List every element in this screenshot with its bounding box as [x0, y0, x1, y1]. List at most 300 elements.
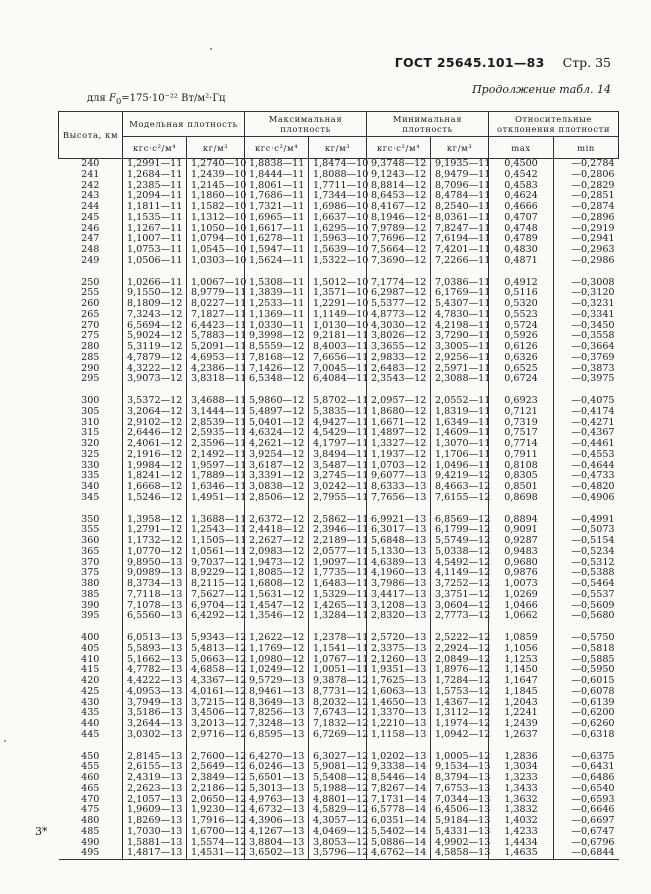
spacer-cell [489, 267, 554, 278]
value-cell: 1,6349—11 [431, 418, 489, 429]
value-cell: 2,9716—12 [187, 730, 245, 741]
value-cell: 2,5720—13 [367, 633, 431, 644]
value-cell: 1,5308—11 [245, 278, 309, 289]
value-cell: 3,1444—11 [187, 407, 245, 418]
height-cell: 280 [59, 342, 123, 353]
height-header: Высота, км [59, 112, 123, 159]
value-cell: 2,1057—13 [123, 795, 187, 806]
value-cell: 0,8108 [489, 461, 554, 472]
height-cell: 485 [59, 827, 123, 838]
value-cell: 1,2439 [489, 719, 554, 730]
value-cell: 7,6753—13 [431, 784, 489, 795]
value-cell: 3,8318—11 [187, 374, 245, 385]
height-cell: 315 [59, 428, 123, 439]
value-cell: —0,6431 [571, 761, 615, 773]
value-cell: 1,0051—11 [309, 665, 367, 676]
spacer-cell [59, 741, 123, 752]
value-cell: 1,6617—11 [245, 224, 309, 235]
value-cell: 8,7731—12 [309, 687, 367, 698]
value-cell: 9,1550—12 [123, 288, 187, 299]
value-cell: 1,0466 [489, 601, 554, 612]
value-cell: 2,3375—13 [367, 644, 431, 655]
value-cell: 6,4292—12 [187, 611, 245, 622]
value-cell: 1,1312—10 [187, 213, 245, 224]
value-cell: 0,8894 [489, 515, 554, 526]
relative-deviation-header: Относительные отклонения плотности [489, 112, 619, 137]
height-cell: 375 [59, 568, 123, 579]
value-cell: 8,9461—13 [245, 687, 309, 698]
height-cell: 355 [59, 525, 123, 536]
value-cell: 1,2543—11 [187, 525, 245, 536]
value-cell: 1,3958—12 [123, 515, 187, 526]
value-cell: 1,7735—11 [309, 568, 367, 579]
value-cell: 1,8444—11 [245, 170, 309, 181]
value-cell: 0,4871 [489, 256, 554, 267]
value-cell: 7,1832—12 [309, 719, 367, 730]
value-cell: 1,4547—12 [245, 601, 309, 612]
height-cell: 255 [59, 288, 123, 299]
height-cell: 400 [59, 633, 123, 644]
value-cell: —0,2941 [571, 233, 615, 245]
value-cell: 5,4331—13 [431, 827, 489, 838]
height-cell: 320 [59, 439, 123, 450]
value-cell: 4,5858—13 [431, 848, 489, 859]
value-cell: 0,7121 [489, 407, 554, 418]
value-cell: 3,8804—13 [245, 838, 309, 849]
value-cell: 1,3839—11 [245, 288, 309, 299]
height-cell: 325 [59, 450, 123, 461]
value-cell: 5,3013—13 [245, 784, 309, 795]
value-cell: 8,5559—12 [245, 342, 309, 353]
value-cell: 1,0496—11 [431, 461, 489, 472]
height-cell: 250 [59, 278, 123, 289]
value-cell: 5,5749—12 [431, 536, 489, 547]
value-cell: 4,1149—12 [431, 568, 489, 579]
spacer-cell [187, 741, 245, 752]
value-cell: 0,4666 [489, 202, 554, 213]
value-cell: 4,6858—12 [187, 665, 245, 676]
value-cell: 5,4897—12 [245, 407, 309, 418]
value-cell: 1,7711—10 [309, 181, 367, 192]
value-cell: —0,2896 [571, 211, 615, 223]
height-cell: 430 [59, 698, 123, 709]
value-cell: 1,4434 [489, 838, 554, 849]
value-cell: 1,6063—13 [367, 687, 431, 698]
value-cell: 0,5724 [489, 321, 554, 332]
value-cell: 2,4319—13 [123, 773, 187, 784]
value-cell: 1,0942—12 [431, 730, 489, 741]
value-cell: 3,5186—13 [123, 708, 187, 719]
value-cell: 8,6333—13 [367, 482, 431, 493]
table-row [59, 374, 619, 385]
value-cell: 1,6278—11 [245, 234, 309, 245]
value-cell: 9,7037—12 [187, 558, 245, 569]
value-cell: 1,0980—12 [245, 655, 309, 666]
value-cell: 1,0770—12 [123, 547, 187, 558]
value-cell: 1,3546—12 [245, 611, 309, 622]
value-cell: 1,0561—11 [187, 547, 245, 558]
value-cell: 1,1056 [489, 644, 554, 655]
value-cell: —0,3008 [571, 276, 615, 288]
value-cell: 1,5322—10 [309, 256, 367, 267]
value-cell: 1,6346—11 [187, 482, 245, 493]
height-cell: 260 [59, 299, 123, 310]
value-cell: —0,6697 [571, 815, 615, 826]
height-cell: 249 [59, 256, 123, 267]
value-cell: —0,3558 [571, 330, 615, 342]
spacer-cell [431, 504, 489, 515]
value-cell: 1,0073 [489, 579, 554, 590]
condition-prefix: для [87, 93, 109, 104]
value-cell: 1,4265—11 [309, 601, 367, 612]
value-cell: —0,4075 [571, 395, 615, 406]
value-cell: 3,9254—12 [245, 450, 309, 461]
value-cell: 1,1541—11 [309, 644, 367, 655]
value-cell: 7,4201—11 [431, 245, 489, 256]
value-cell: 2,8539—11 [187, 418, 245, 429]
height-cell: 420 [59, 676, 123, 687]
height-cell: 470 [59, 795, 123, 806]
condition-value: =175·10⁻²² Вт/м²·Гц [121, 93, 226, 104]
height-cell: 265 [59, 310, 123, 321]
value-cell: 1,2241 [489, 708, 554, 719]
value-cell: 1,7889—11 [187, 471, 245, 482]
value-cell: 2,9833—12 [367, 353, 431, 364]
value-cell: 8,3649—13 [245, 698, 309, 709]
unit-header: кг/м³ [187, 137, 245, 159]
value-cell: 1,5753—12 [431, 687, 489, 698]
value-cell: 5,9184—13 [431, 816, 489, 827]
value-cell: 7,3690—12 [367, 256, 431, 267]
value-cell: 0,6724 [489, 374, 554, 385]
value-cell: —0,3450 [571, 319, 615, 331]
value-cell: 6,4423—11 [187, 321, 245, 332]
table-row [59, 590, 619, 601]
value-cell: 8,9229—12 [187, 568, 245, 579]
value-cell: 2,1916—12 [123, 450, 187, 461]
value-cell: 5,1988—12 [309, 784, 367, 795]
value-cell: 7,1731—14 [367, 795, 431, 806]
value-cell: —0,6139 [571, 696, 615, 708]
spacer-cell [554, 267, 619, 278]
value-cell: 1,2291—10 [309, 299, 367, 310]
table-row [59, 848, 619, 859]
value-cell: —0,5818 [571, 642, 615, 654]
value-cell: 1,3688—11 [187, 515, 245, 526]
value-cell: 2,8320—13 [367, 611, 431, 622]
value-cell: 2,0577—11 [309, 547, 367, 558]
value-cell: 1,0330—11 [245, 321, 309, 332]
value-cell: 1,1582—10 [187, 202, 245, 213]
value-cell: 8,2115—12 [187, 579, 245, 590]
height-cell: 243 [59, 191, 123, 202]
height-cell: 480 [59, 816, 123, 827]
value-cell: 1,9984—12 [123, 461, 187, 472]
value-cell: 1,2991—11 [123, 159, 187, 170]
value-cell: —0,5234 [571, 545, 615, 557]
value-cell: 2,5935—11 [187, 428, 245, 439]
value-cell: 1,6671—12 [367, 418, 431, 429]
value-cell: 7,7696—12 [367, 234, 431, 245]
value-cell: 1,5881—13 [123, 838, 187, 849]
height-cell: 345 [59, 493, 123, 504]
value-cell: 2,1260—13 [367, 655, 431, 666]
value-cell: 2,0552—11 [431, 396, 489, 407]
value-cell: —0,6200 [571, 707, 615, 719]
value-cell: 4,3906—13 [245, 816, 309, 827]
value-cell: 0,4500 [489, 159, 554, 170]
spacer-cell [245, 741, 309, 752]
value-cell: 6,2987—12 [367, 288, 431, 299]
value-cell: 2,3596—11 [187, 439, 245, 450]
value-cell: 1,3034 [489, 762, 554, 773]
height-cell: 365 [59, 547, 123, 558]
value-cell: 6,5348—12 [245, 374, 309, 385]
value-cell: 2,9256—11 [431, 353, 489, 364]
value-cell: 0,9287 [489, 536, 554, 547]
value-cell: 0,8501 [489, 482, 554, 493]
value-cell: 4,1797—11 [309, 439, 367, 450]
height-cell: 495 [59, 848, 123, 859]
table-row [59, 256, 619, 267]
value-cell: 5,2091—11 [187, 342, 245, 353]
value-cell: —0,6540 [571, 782, 615, 794]
height-cell: 405 [59, 644, 123, 655]
value-cell: 1,1647 [489, 676, 554, 687]
value-cell: 5,9081—12 [309, 762, 367, 773]
value-cell: 2,3543—12 [367, 374, 431, 385]
spacer-cell [367, 267, 431, 278]
value-cell: 0,4707 [489, 213, 554, 224]
spacer-cell [309, 741, 367, 752]
value-cell: 1,4635 [489, 848, 554, 859]
value-cell: 6,5778—14 [367, 805, 431, 816]
value-cell: 2,2186—12 [187, 784, 245, 795]
table-row [59, 644, 619, 655]
height-cell: 490 [59, 838, 123, 849]
value-cell: —0,4906 [571, 491, 615, 503]
value-cell: 2,1492—11 [187, 450, 245, 461]
value-cell: 0,4912 [489, 278, 554, 289]
value-cell: 1,2094—11 [123, 191, 187, 202]
value-cell: 9,3338—14 [367, 762, 431, 773]
value-cell: 2,2924—12 [431, 644, 489, 655]
value-cell: 4,3057—12 [309, 816, 367, 827]
value-cell: 7,9789—12 [367, 224, 431, 235]
value-cell: 1,0767—11 [309, 655, 367, 666]
value-cell: 2,7955—11 [309, 493, 367, 504]
value-cell: 1,9609—13 [123, 805, 187, 816]
value-cell: 4,0953—13 [123, 687, 187, 698]
value-cell: 1,5624—11 [245, 256, 309, 267]
height-cell: 440 [59, 719, 123, 730]
value-cell: 5,6501—13 [245, 773, 309, 784]
value-cell: 7,8168—12 [245, 353, 309, 364]
value-cell: 4,7782—13 [123, 665, 187, 676]
value-cell: 4,6953—11 [187, 353, 245, 364]
value-cell: —0,3873 [571, 362, 615, 374]
value-cell: 8,4663—12 [431, 482, 489, 493]
value-cell: —0,4644 [571, 459, 615, 471]
value-cell: 1,2533—11 [245, 299, 309, 310]
value-cell: 5,7883—11 [187, 331, 245, 342]
value-cell: 2,4418—12 [245, 525, 309, 536]
table-row [59, 784, 619, 795]
value-cell: 5,0338—12 [431, 547, 489, 558]
value-cell: —0,3120 [571, 287, 615, 299]
value-cell: —0,5073 [571, 524, 615, 536]
value-cell: —0,2963 [571, 244, 615, 255]
height-cell: 360 [59, 536, 123, 547]
height-cell: 247 [59, 234, 123, 245]
value-cell: 1,0859 [489, 633, 554, 644]
value-cell: 2,0957—12 [367, 396, 431, 407]
value-cell: 1,3284—11 [309, 611, 367, 622]
value-cell: 0,6126 [489, 342, 554, 353]
value-cell: 6,5560—13 [123, 611, 187, 622]
value-cell: 1,0202—13 [367, 752, 431, 763]
value-cell: 1,3233 [489, 773, 554, 784]
value-cell: 1,0545—10 [187, 245, 245, 256]
height-cell: 241 [59, 170, 123, 181]
value-cell: 1,1505—11 [187, 536, 245, 547]
value-cell: 7,3243—12 [123, 310, 187, 321]
value-cell: 1,0794—10 [187, 234, 245, 245]
value-cell: 4,1960—13 [367, 568, 431, 579]
value-cell: 9,3998—12 [245, 331, 309, 342]
value-cell: 1,4233 [489, 827, 554, 838]
height-cell: 270 [59, 321, 123, 332]
value-cell: 0,8305 [489, 471, 554, 482]
spacer-cell [123, 504, 187, 515]
value-cell: 1,5963—10 [309, 234, 367, 245]
value-cell: 2,5222—12 [431, 633, 489, 644]
value-cell: 5,0663—12 [187, 655, 245, 666]
value-cell: 1,8474—10 [309, 159, 367, 170]
height-cell: 300 [59, 396, 123, 407]
value-cell: 1,7030—13 [123, 827, 187, 838]
value-cell: 1,9597—11 [187, 461, 245, 472]
value-cell: 7,8256—13 [245, 708, 309, 719]
page-number: Стр. 35 [562, 55, 611, 70]
value-cell: 0,4542 [489, 170, 554, 181]
unit-header: кгс·с²/м⁴ [245, 137, 309, 159]
value-cell: —0,5950 [571, 664, 615, 676]
value-cell: —0,5464 [571, 578, 615, 589]
height-cell: 370 [59, 558, 123, 569]
value-cell: 7,7118—13 [123, 590, 187, 601]
value-cell: 1,8319—11 [431, 407, 489, 418]
value-cell: 2,6446—12 [123, 428, 187, 439]
signature-mark: 3* [35, 825, 48, 838]
value-cell: 1,1267—11 [123, 224, 187, 235]
value-cell: 0,5320 [489, 299, 554, 310]
value-cell: 1,1450 [489, 665, 554, 676]
value-cell: 7,8247—11 [431, 224, 489, 235]
value-cell: 2,3849—12 [187, 773, 245, 784]
value-cell: 6,5694—12 [123, 321, 187, 332]
value-cell: 1,0506—11 [123, 256, 187, 267]
value-cell: 5,1662—13 [123, 655, 187, 666]
value-cell: 8,0227—11 [187, 299, 245, 310]
value-cell: 7,6155—12 [431, 493, 489, 504]
value-cell: 9,0989—13 [123, 568, 187, 579]
value-cell: —0,5154 [571, 535, 615, 546]
spacer-cell [554, 741, 619, 752]
height-cell: 248 [59, 245, 123, 256]
value-cell: 1,4817—13 [123, 848, 187, 859]
value-cell: 2,9102—12 [123, 418, 187, 429]
value-cell: 5,9860—12 [245, 396, 309, 407]
value-cell: 3,5372—12 [123, 396, 187, 407]
value-cell: —0,3231 [571, 298, 615, 309]
value-cell: 0,7319 [489, 418, 554, 429]
height-cell: 240 [59, 159, 123, 170]
value-cell: 0,4748 [489, 224, 554, 235]
value-cell: 5,3119—12 [123, 342, 187, 353]
value-cell: 7,6194—11 [431, 234, 489, 245]
value-cell: —0,2784 [571, 158, 615, 169]
value-cell: 5,8702—11 [309, 396, 367, 407]
value-cell: —0,4174 [571, 405, 615, 417]
value-cell: 8,2032—12 [309, 698, 367, 709]
value-cell: 4,9427—11 [309, 418, 367, 429]
value-cell: 1,2385—11 [123, 181, 187, 192]
value-cell: 1,9230—12 [187, 805, 245, 816]
value-cell: 0,6923 [489, 396, 554, 407]
value-cell: 9,4219—12 [431, 471, 489, 482]
value-cell: 9,1243—12 [367, 170, 431, 181]
value-cell: 3,3655—12 [367, 342, 431, 353]
value-cell: 7,6743—12 [309, 708, 367, 719]
value-cell: 3,6187—12 [245, 461, 309, 472]
value-cell: 8,9779—11 [187, 288, 245, 299]
value-cell: 3,2745—11 [309, 471, 367, 482]
value-cell: —0,5609 [571, 599, 615, 611]
value-cell: 1,1007—11 [123, 234, 187, 245]
unit-header: кгс·с²/м⁴ [123, 137, 187, 159]
value-cell: 1,1769—12 [245, 644, 309, 655]
value-cell: 1,8838—11 [245, 159, 309, 170]
density-table [58, 111, 619, 860]
value-cell: 1,1732—12 [123, 536, 187, 547]
value-cell: 1,5246—12 [123, 493, 187, 504]
value-cell: —0,6260 [571, 718, 615, 729]
page-header [395, 55, 611, 70]
group-spacer [59, 267, 619, 278]
value-cell: 2,8145—13 [123, 752, 187, 763]
height-cell: 340 [59, 482, 123, 493]
table-row [59, 547, 619, 558]
value-cell: 4,7830—11 [431, 310, 489, 321]
value-cell: 8,2540—11 [431, 202, 489, 213]
value-cell: 2,5862—11 [309, 515, 367, 526]
value-cell: 2,7600—12 [187, 752, 245, 763]
value-cell: 1,6295—10 [309, 224, 367, 235]
value-cell: 0,5926 [489, 331, 554, 342]
value-cell: 3,3751—12 [431, 590, 489, 601]
value-cell: —0,3975 [571, 373, 615, 385]
height-cell: 285 [59, 353, 123, 364]
value-cell: —0,4271 [571, 416, 615, 428]
scan-speck [210, 48, 212, 50]
value-cell: 3,2064—12 [123, 407, 187, 418]
value-cell: 0,7714 [489, 439, 554, 450]
unit-header: max [489, 137, 554, 159]
value-cell: 3,4417—13 [367, 590, 431, 601]
value-cell: 1,5012—10 [309, 278, 367, 289]
height-cell: 310 [59, 418, 123, 429]
